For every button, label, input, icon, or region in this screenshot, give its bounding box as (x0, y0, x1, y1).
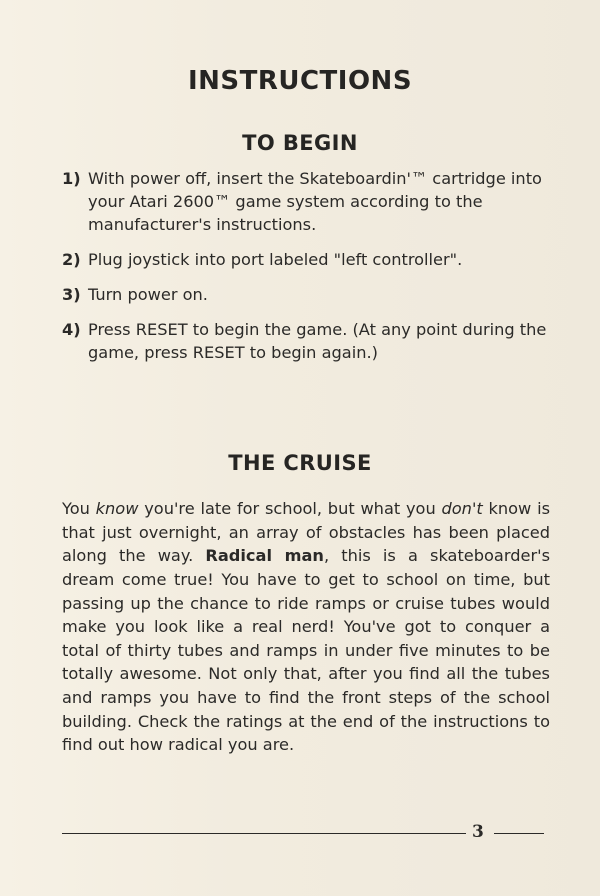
bold-radical-man: Radical man (205, 546, 324, 566)
cruise-paragraph (62, 497, 550, 757)
section-title-the-cruise: THE CRUISE (228, 451, 372, 475)
text-run: , this is a skateboarder's dream come true! You have to get to school on time, but passing up the chance to ride ramps or cruise tubes would make you look like a real nerd! You've got to conquer a total of thirty tubes and ramps in under five minutes to be totally awesome. Not only that, after you find all the tubes and ramps you have to find the front steps of the school building. Check the ratings at the end of the instructions to find out how radical you are. (62, 546, 550, 755)
step-item (62, 167, 552, 236)
emphasis-know: know (95, 499, 139, 519)
step-text: With power off, insert the Skateboardin'™ cartridge into your Atari 2600™ game system according to the manufacturer's instructions. (88, 169, 542, 234)
page-number: 3 (472, 822, 484, 842)
text-run: know is that just overnight, an array of obstacles has been placed along the way. (62, 499, 551, 566)
step-number: 3) (62, 285, 81, 304)
step-item (62, 248, 552, 271)
footer-rule-right (494, 833, 544, 834)
text-run: You (62, 499, 96, 519)
step-text: Press RESET to begin the game. (At any point during the game, press RESET to begin again.) (88, 320, 547, 362)
steps-list (62, 167, 552, 376)
footer-rule-left (62, 833, 466, 834)
section-title-to-begin: TO BEGIN (242, 131, 358, 155)
step-number: 2) (62, 250, 81, 269)
emphasis-dont: don't (441, 499, 483, 519)
page-title: INSTRUCTIONS (187, 66, 413, 96)
step-text: Plug joystick into port labeled "left controller". (88, 250, 463, 269)
step-item (62, 318, 552, 364)
step-text: Turn power on. (88, 285, 208, 304)
step-number: 1) (62, 169, 81, 188)
step-number: 4) (62, 320, 81, 339)
step-item (62, 283, 552, 306)
text-run: you're late for school, but what you (138, 499, 442, 519)
